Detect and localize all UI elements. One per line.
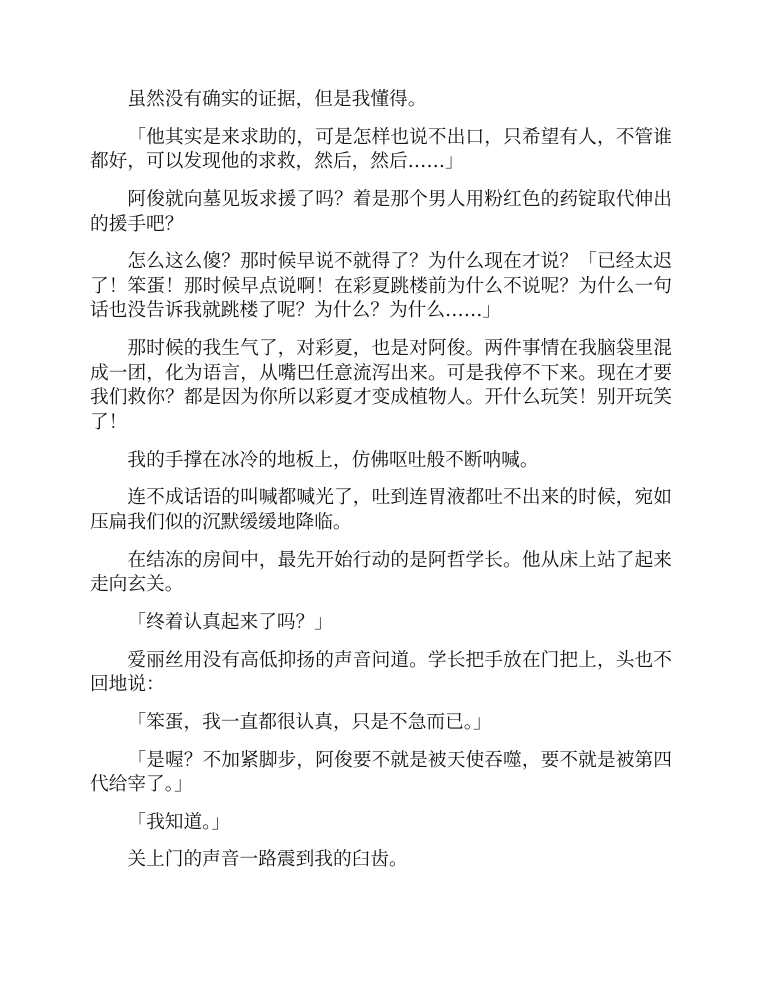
paragraph bbox=[90, 88, 672, 113]
text-line: 虽然没有确实的证据，但是我懂得。 bbox=[127, 89, 427, 110]
paragraph bbox=[90, 749, 672, 798]
text-line: 「是喔？不加紧脚步，阿俊要不就是被天使吞噬，要不就是被第四 bbox=[127, 749, 672, 771]
text-line: 代给宰了。」 bbox=[90, 774, 193, 796]
paragraph bbox=[90, 811, 672, 836]
paragraph bbox=[90, 126, 672, 175]
paragraph bbox=[90, 449, 672, 474]
text-line: 「他其实是来求助的，可是怎样也说不出口，只希望有人，不管谁 bbox=[127, 126, 672, 148]
paragraph bbox=[90, 337, 672, 435]
text-line: 在结冻的房间中，最先开始行动的是阿哲学长。他从床上站了起来 bbox=[127, 549, 672, 571]
text-line: 关上门的声音一路震到我的臼齿。 bbox=[127, 849, 408, 871]
body-text bbox=[90, 88, 672, 886]
text-line: 「我知道。」 bbox=[127, 811, 231, 833]
text-line: 走向玄关。 bbox=[90, 574, 184, 596]
paragraph bbox=[90, 848, 672, 873]
paragraph bbox=[90, 649, 672, 698]
text-line: 的援手吧？ bbox=[90, 213, 184, 235]
text-line: 连不成话语的叫喊都喊光了，吐到连胃液都吐不出来的时候，宛如 bbox=[127, 487, 672, 509]
text-line: 了！ bbox=[90, 411, 128, 433]
text-line: 都好，可以发现他的求救，然后，然后……」 bbox=[90, 151, 464, 173]
text-line: 成一团，化为语言，从嘴巴任意流泻出来。可是我停不下来。现在才要 bbox=[90, 362, 672, 384]
text-line: 「笨蛋，我一直都很认真，只是不急而已。」 bbox=[127, 711, 492, 733]
text-line: 爱丽丝用没有高低抑扬的声音问道。学长把手放在门把上，头也不 bbox=[127, 649, 672, 671]
text-line: 话也没告诉我就跳楼了呢？为什么？为什么……」 bbox=[90, 300, 502, 322]
text-line: 我的手撑在冰冷的地板上，仿佛呕吐般不断呐喊。 bbox=[127, 449, 539, 471]
text-line: 回地说： bbox=[90, 674, 165, 696]
text-line: 压扁我们似的沉默缓缓地降临。 bbox=[90, 511, 352, 533]
paragraph bbox=[90, 250, 672, 324]
text-line: 「终着认真起来了吗？」 bbox=[127, 611, 333, 633]
paragraph bbox=[90, 549, 672, 598]
paragraph bbox=[90, 711, 672, 736]
text-line: 怎么这么傻？那时候早说不就得了？为什么现在才说？「已经太迟 bbox=[127, 251, 672, 273]
text-line: 了！笨蛋！那时候早点说啊！在彩夏跳楼前为什么不说呢？为什么一句 bbox=[90, 275, 672, 297]
paragraph bbox=[90, 188, 672, 237]
text-line: 阿俊就向墓见坂求援了吗？着是那个男人用粉红色的药锭取代伸出 bbox=[127, 188, 672, 210]
text-line: 那时候的我生气了，对彩夏，也是对阿俊。两件事情在我脑袋里混 bbox=[127, 338, 672, 360]
paragraph bbox=[90, 611, 672, 636]
paragraph bbox=[90, 486, 672, 535]
text-line: 我们救你？都是因为你所以彩夏才变成植物人。开什么玩笑！别开玩笑 bbox=[90, 387, 672, 409]
